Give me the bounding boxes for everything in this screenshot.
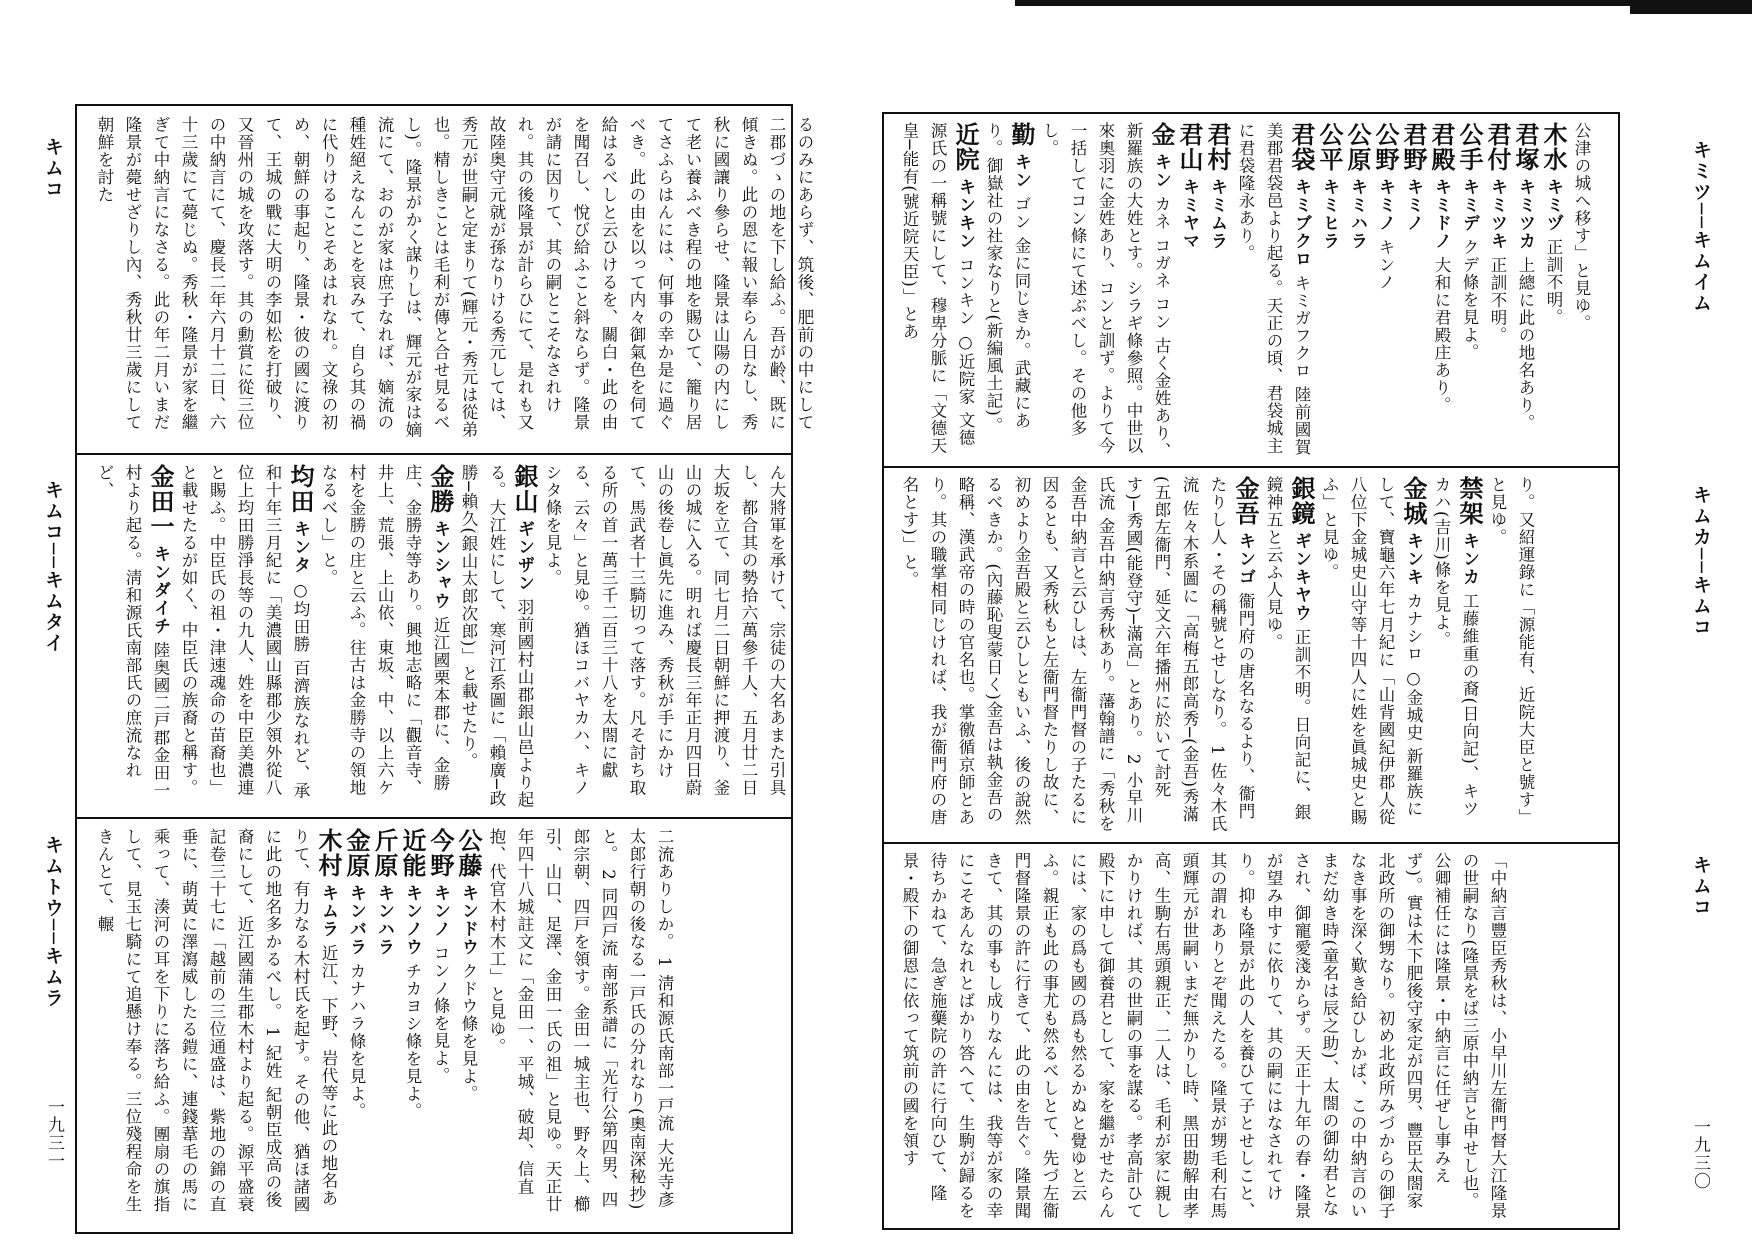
entry-text: キミガフクロ 陸前國賀美郡君袋邑より起る。天正の頃、君袋城主に君袋隆永あり。 (1236, 122, 1311, 456)
entry-reading: ギンザン (514, 520, 534, 593)
entry-title: 公藤 (454, 828, 483, 878)
entry-text: コンキン ○近院家 文德源氏の一稱號にして、穆卑分脈に「文德天皇─能有(號近院天臣)」とあ (900, 122, 975, 455)
right-bottom-text: 「中納言豐臣秀秋は、小早川左衞門督大江隆景の世嗣なり(隆景をば三原中納言と申せし也。公卿補任には隆景・中納言に任ぜし事みえず)。實は木下肥後守家定が四男、豐臣太閤家北政所の御甥なり。初め北政所みづからの御子なき事を深く歎き給ひしかば、この中納言のいまだ幼き時(童名は辰之助)、太閤の御幼君となされ、御寵愛淺からず。天正十九年の春・隆景が望み申すに依りて、其の嗣にはなされてけり。抑も隆景が此の人を養ひて子とせしこと、其の謂れありとぞ聞えたる。隆景が甥毛利右馬頭輝元が世嗣いまだ無かりし時、黑田勘解由孝高、生駒右馬頭親正、二人は、毛利が家に親しかりければ、其の世嗣の事を謀る。孝高計ひて殿下に申して御養君として、家を繼がせたらんには、家の爲も國の爲も然るかぬと覺ゆと云ふ。親正も此の事尤も然るべしとて、先づ左衞門督隆景の許に行きて、此の由を告ぐ。隆景聞きて、其の事もし成りなんには、我等が家の幸にこそあんなれとばかり答へて、生駒が歸るを待ちかねて、急ぎ施藥院の許に行向ひて、隆景・殿下の御恩に依って筑前の國を領す (900, 852, 1507, 1220)
entry-text: 正訓不明。 (1544, 238, 1563, 326)
entry-text: 衞門府の唐名なるより、衞門たりし人・その稱號とせしなり。 1 佐々木氏流 佐々木系圖に「高梅五郎高秀─(金吾)秀滿(五郎左衞門、延文六年播州に於いて討死す)─秀國(能登守)─滿高」とあり。 2 小早川氏流 金吾中納言秀秋あり。藩翰譜に「秀秋を金吾中納言と云ひしは、左衞門督の子たるに因るとも、又秀秋もと左衞門督たりし故に、初めより金吾殿と云ひしともいふ、後の說然るべきか。(內藤恥叟蒙日く)金吾は執金吾の略稱、漢武帝の時の官名也。掌徼循京師とあり。其の職掌相同じければ、我が衞門府の唐名とす)」と。 (900, 476, 1255, 833)
entry-reading: キムラ (318, 884, 338, 939)
right-header-top: キミツ──キムイム (1690, 140, 1712, 314)
entry-title: 銀山 (510, 464, 539, 514)
left-bottom-continuation: 二流ありしか。 1 淸和源氏南部一戸流 大光寺彥太郎行朝の後なる一戸氏の分れなり(奧南深秘抄)と。 2 同四戸流 南部系譜に「光行公第四男、四郎宗朝、四戸を領す。金田一城主也、野々上、櫛引、山口、足澤、金田一氏の祖」と見ゆ。天正廿年四十八城註文に「金田一、平城、破却、信直抱、代官木村木工」と見ゆ。 (487, 828, 674, 1213)
right-header-middle: キムカ──キムコ (1690, 485, 1712, 638)
entry-title: 禁架 (1455, 476, 1484, 526)
entry-kimihara (1343, 122, 1371, 460)
entry-kin-gon (979, 122, 1035, 460)
right-divider-bottom (882, 842, 1620, 844)
entry-title: 君村 (1203, 122, 1232, 172)
entry-kimibukuro (1231, 122, 1315, 460)
entry-text: 陸奥國二戸郡金田一村より起る。淸和源氏南部氏の庶流なれど、 (95, 464, 170, 799)
entry-reading: キンキン (955, 178, 975, 251)
entry-title: 君付 (1483, 122, 1512, 172)
entry-text: 近江國栗本郡に、金勝庄、金勝寺等あり。興地志略に「觀音寺、井上、荒張、上山依、東坂、中、以上六ケ村を金勝の庄と云ふ。往古は金勝寺の領地なるべし」と。 (319, 464, 450, 797)
entry-title: 公原 (1343, 122, 1372, 172)
entry-reading: キンダイチ (150, 545, 170, 636)
entry-title: 公平 (1315, 122, 1344, 172)
entry-kindou (454, 828, 482, 1224)
entry-reading: キンゴ (1235, 532, 1255, 587)
entry-kimidono (1427, 122, 1455, 460)
entry-reading: キン (1011, 153, 1031, 190)
entry-reading: キンキ (1403, 532, 1423, 587)
right-top-section (895, 122, 1607, 460)
entry-kimura (90, 828, 342, 1224)
left-middle-column (90, 464, 790, 810)
entry-text: ○均田勝 百濟族なれど、承和十年三月紀に「美濃國山縣郡少領外從八位上均田勝淨長等の九人、姓を中臣美濃連と賜ふ。中臣氏の祖・津速魂命の苗裔也」と載せたるが如く、中臣氏の族裔と稱す。 (179, 464, 310, 800)
entry-ginzan (454, 464, 538, 810)
right-page-number: 一九三〇 (1690, 1118, 1710, 1190)
entry-kimitsuka (1511, 122, 1539, 460)
page-corner-shadow (1630, 0, 1752, 14)
left-header-top: キムコ (42, 137, 64, 200)
entry-reading: キミムラ (1207, 178, 1227, 251)
entry-title: 公手 (1455, 122, 1484, 172)
right-bottom-section (895, 852, 1607, 1220)
entry-text: 大和に君殿庄あり。 (1432, 256, 1451, 414)
entry-reading: キミツカ (1515, 178, 1535, 251)
entry-title: 近能 (398, 828, 427, 878)
entry-title: 公野 (1371, 122, 1400, 172)
entry-text: キンノ (1376, 238, 1395, 291)
left-divider-bottom (75, 817, 793, 819)
entry-text: クデ條を見よ。 (1460, 238, 1479, 361)
left-top-text: るのみにあらず、筑後、肥前の中にして二郡づゝの地を下し給ふ。吾が齢、既に傾きぬ。此の恩に報い奉らん日なし、秀秋に國讓り參らせ、隆景は山陽の内にして老い養ふべき程の地を賜ひて、籠り居てさふらはんには、何事の幸か是に過ぐべき。此の由を以って内々御氣色を伺て給はるべしと云ひけるを、關白・此の由を聞召し、悅び給ふこと斜ならず。隆景が請に因りて、其の嗣とこそなされけれ。其の後隆景が計らひにて、是れも又故陸奥守元就が孫なりける秀元しては、秀元が世嗣と定まりて(輝元・秀元は從弟也。精しきことは毛利が傳と合せ見るべし)。隆景がかく謀りしは、輝元が家は嫡流にて、おのが家は庶子なれば、嫡流の種姓絕えなんことを哀みて、自ら其の禍に代りけることそあはれなれ。文祿の初め、朝鮮の事起り、隆景・彼の國に渡りて、王城の戰に大明の李如松を打破り、又晉州の城を攻落す。其の勳賞に從三位の中納言にて、慶長二年六月十二日、六十三歲にて薨じぬ。秀秋・隆景が家を繼ぎて中納言になさる。此の年二月いまだ隆景が薨せざりし內、秀秋廿三歲にして朝鮮を討た (95, 116, 814, 439)
left-top-section (90, 116, 814, 446)
entry-title: 木水 (1539, 122, 1568, 172)
entry-title: 金勝 (426, 464, 455, 514)
entry-title: 君塚 (1511, 122, 1540, 172)
entry-text: 工藤維重の裔(日向記)、キツカハ(吉川)條を見よ。 (1432, 476, 1479, 818)
entry-title: 今野 (426, 828, 455, 878)
entry-title: 君袋 (1287, 122, 1316, 172)
entry-kinka (1427, 476, 1483, 834)
entry-kinkin (895, 122, 979, 460)
entry-kimizu (1539, 122, 1567, 460)
entry-reading: キン (1151, 153, 1171, 190)
entry-title: 勤 (1007, 122, 1036, 147)
entry-reading: キミヅ (1543, 178, 1563, 233)
right-top-continuation: 公津の城へ移す」と見ゆ。 (1572, 122, 1591, 332)
entry-text: ゴン 金に同じきか。武藏にあり。御嶽社の社家なりと(新編風土記)。 (984, 122, 1031, 435)
right-middle-section (895, 476, 1607, 834)
entry-reading: キミデ (1459, 178, 1479, 233)
entry-reading: キンタ (290, 520, 310, 575)
entry-title: 君殿 (1427, 122, 1456, 172)
entry-kimino-1 (1399, 122, 1427, 460)
left-middle-section (90, 464, 786, 810)
entry-title: 木村 (314, 828, 343, 878)
entry-title: 均田 (286, 464, 315, 514)
left-divider-top (75, 453, 793, 455)
entry-title: 近院 (951, 122, 980, 172)
left-middle-continuation: ん大將軍を承けて、宗徒の大名あまた引具し、都合其の勢拾六萬參千人、五月廿二日大坂を立て、同七月二日朝鮮に押渡り、釜山の城に入る。明れば慶長三年正月四日蔚山の後卷し眞先に進み、秀秋が手にかけて、馬武者十三騎切って落す。凡そ討ち取る所の首一萬三千二百三十八を太閤に獻る、云々」と見ゆ。猶ほコバヤカハ、キノシタ條を見よ。 (543, 464, 786, 797)
entry-kimino-2 (1371, 122, 1399, 460)
entry-kindaichi (90, 464, 174, 810)
right-header-bottom: キムコ (1690, 855, 1712, 918)
right-middle-continuation: り。又紹運錄に「源能有、近院大臣と號す」と見ゆ。 (1488, 476, 1535, 826)
entry-reading: キミノ (1375, 178, 1395, 233)
entry-kimimura (1203, 122, 1231, 460)
entry-title: 金吾 (1231, 476, 1260, 526)
entry-reading: キンシャウ (430, 520, 450, 611)
entry-kimihira (1315, 122, 1343, 460)
entry-text: チカヨシ條を見よ。 (403, 962, 422, 1120)
right-middle-column (895, 476, 1539, 834)
entry-kimiyama (1175, 122, 1203, 460)
entry-text: カナハラ條を見よ。 (347, 962, 366, 1120)
entry-reading: キミハラ (1347, 178, 1367, 251)
entry-title: 金 (1147, 122, 1176, 147)
entry-kinta (174, 464, 314, 810)
entry-text: カネ コガネ コン 古く金姓あり、新羅族の大姓とす。シラギ條參照。中世以來奧羽に金姓あり、コンと訓ず。よりて今一括してコン條にて述ぶべし。その他多し。 (1040, 122, 1171, 460)
entry-reading: キンハラ (374, 884, 394, 957)
entry-reading: キミドノ (1431, 178, 1451, 251)
entry-kinshau (314, 464, 454, 810)
entry-text: クドウ條を見よ。 (459, 962, 478, 1103)
entry-title: 銀鏡 (1287, 476, 1316, 526)
entry-text: コンノ條を見よ。 (431, 944, 450, 1085)
entry-reading: キミノ (1403, 178, 1423, 233)
entry-title: 金田一 (146, 464, 175, 539)
entry-text: 上總に此の地名あり。 (1516, 256, 1535, 432)
entry-kinki (1315, 476, 1427, 834)
left-page-number: 一九三一 (44, 1098, 64, 1170)
entry-text: 正訓不明。日向記に、銀鏡神五と云ふ人見ゆ。 (1264, 476, 1311, 821)
entry-reading: キンカ (1459, 532, 1479, 587)
right-divider-top (882, 466, 1620, 468)
entry-kimide (1455, 122, 1483, 460)
entry-text: 正訓不明。 (1488, 256, 1507, 344)
entry-reading: キンバラ (346, 884, 366, 957)
entry-title: 金城 (1399, 476, 1428, 526)
entry-reading: キミヒラ (1319, 178, 1339, 251)
entry-text: カナシロ ○金城史 新羅族にして、寶龜六年七月紀に「山背國紀伊郡人從八位下金城史山守等十四人に姓を眞城史と賜ふ」と見ゆ。 (1320, 476, 1423, 826)
entry-reading: キミヤマ (1179, 178, 1199, 251)
left-header-bottom: キムトウ──キムラ (42, 835, 64, 1009)
entry-kinno (426, 828, 454, 1224)
entry-text: 近江、下野、岩代等に此の地名ありて、有力なる木村氏を起す。その他、猶ほ諸國に此の地名多かるべし。 1 紀姓 紀朝臣成高の後裔にして、近江國蒲生郡木村より起る。源平盛衰記卷三十七に「越前の三位通盛は、紫地の錦の直垂に、萌黃に澤瀉威したる鎧に、連錢葦毛の馬に乘って、湊河の耳を下りに落ち給ふ。團扇の旗指して、見玉七騎にて追懸け奉る。三位殘程命を生きんとて、輾 (95, 828, 338, 1213)
entry-kinbara (342, 828, 370, 1224)
entry-kin (1035, 122, 1175, 460)
entry-ginkyau (1259, 476, 1315, 834)
entry-reading: キミツキ (1487, 178, 1507, 251)
right-top-column (895, 122, 1595, 460)
entry-kingo (895, 476, 1259, 834)
entry-title: 君野 (1399, 122, 1428, 172)
entry-title: 金原 (342, 828, 371, 878)
entry-reading: キンノウ (402, 884, 422, 957)
left-bottom-section (90, 828, 780, 1224)
entry-kimitsuki (1483, 122, 1511, 460)
entry-reading: ギンキヤウ (1291, 532, 1311, 623)
entry-title: 君山 (1175, 122, 1204, 172)
entry-reading: キンノ (430, 884, 450, 939)
entry-reading: キンドウ (458, 884, 478, 957)
entry-kinhara (370, 828, 398, 1224)
entry-title: 斤原 (370, 828, 399, 878)
left-bottom-column (90, 828, 678, 1224)
entry-reading: キミブクロ (1291, 178, 1311, 269)
entry-kinnou (398, 828, 426, 1224)
left-header-middle: キムコ──キムタイ (42, 480, 64, 654)
entry-text: 羽前國村山郡銀山邑より起る。大江姓にして、寒河江系圖に「賴廣─政勝─賴久(銀山太郎次郎)」と載せたり。 (459, 464, 534, 809)
